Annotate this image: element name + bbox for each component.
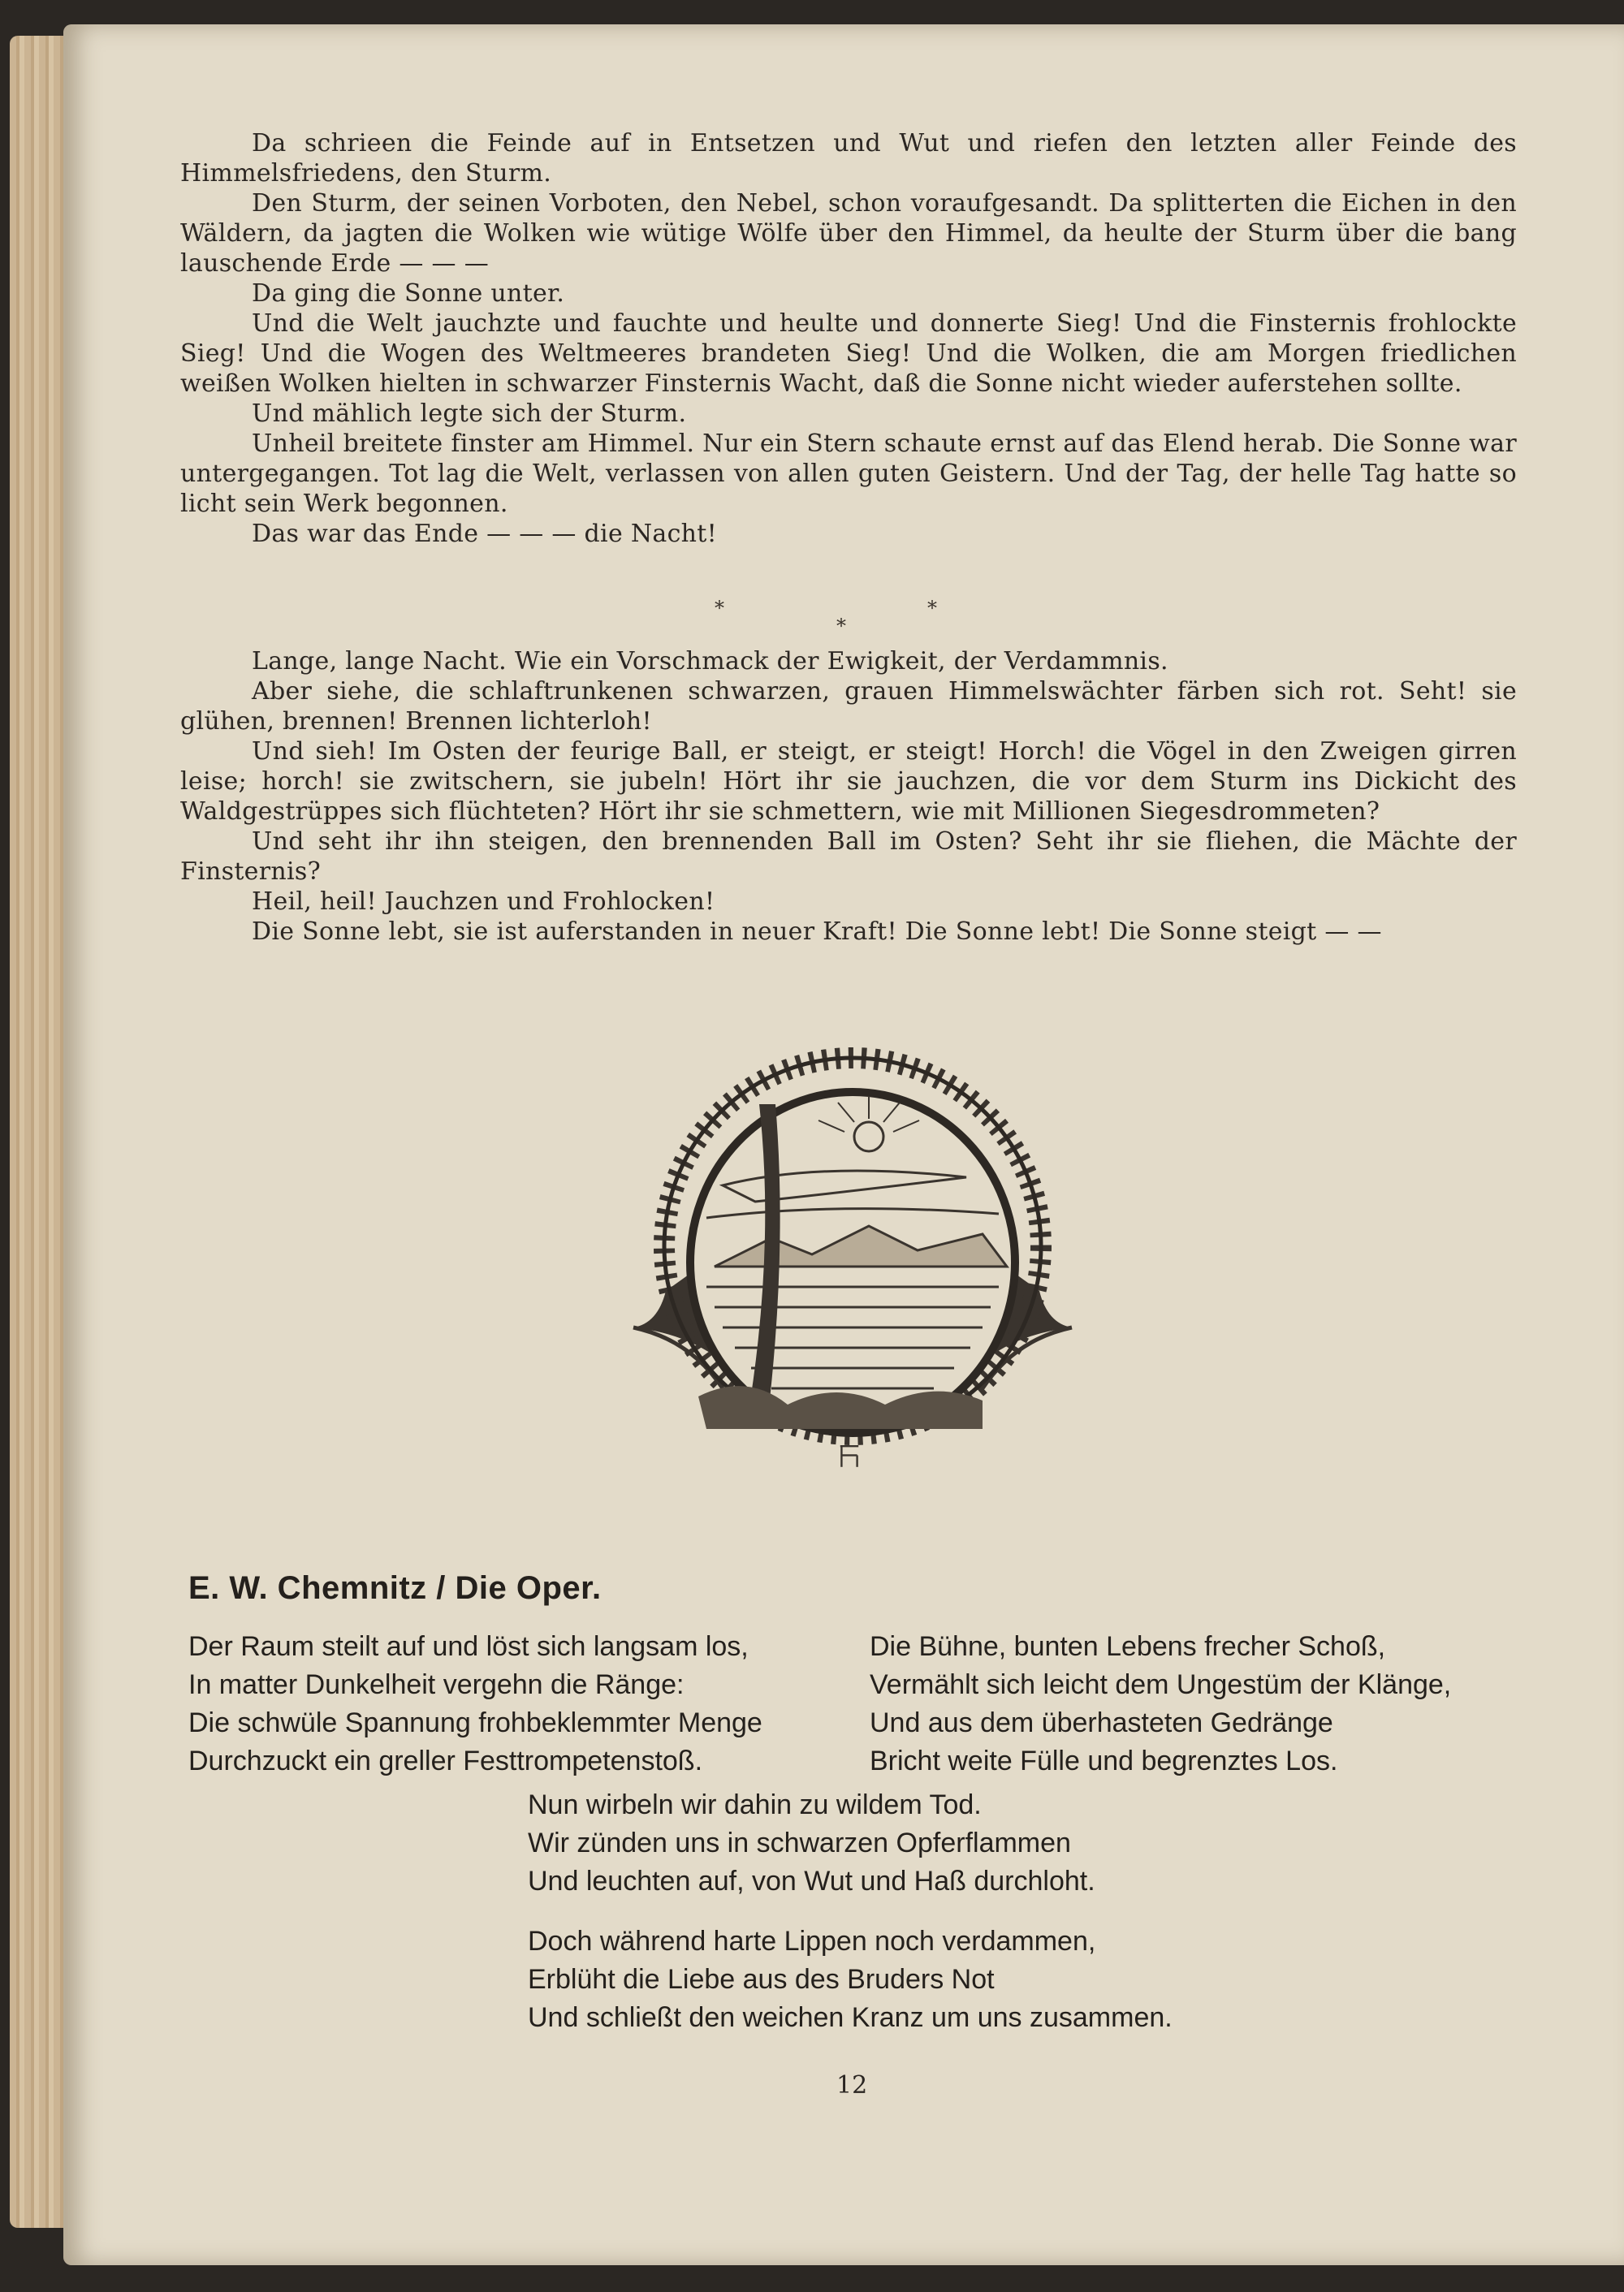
separator-star-1: *: [715, 597, 724, 619]
poem-line: Nun wirbeln wir dahin zu wildem Tod.: [528, 1789, 982, 1820]
prose-paragraph: Das war das Ende — — — die Nacht!: [252, 520, 718, 548]
poem-line: Die Bühne, bunten Lebens frecher Schoß,: [870, 1631, 1386, 1662]
separator-star-3: *: [927, 597, 937, 619]
poem-line: Vermählt sich leicht dem Ungestüm der Klänge,: [870, 1669, 1452, 1700]
prose-paragraph: Die Sonne lebt, sie ist auferstanden in neuer Kraft! Die Sonne lebt! Die Sonne steigt — —: [252, 917, 1382, 946]
poem-line: Bricht weite Fülle und begrenztes Los.: [870, 1746, 1338, 1776]
prose-paragraph: Lange, lange Nacht. Wie ein Vorschmack der Ewigkeit, der Verdammnis.: [252, 647, 1168, 676]
poem-line: Wir zünden uns in schwarzen Opferflammen: [528, 1828, 1071, 1858]
fh-monogram-icon: [836, 1444, 862, 1470]
poem-line: Erblüht die Liebe aus des Bruders Not: [528, 1964, 995, 1995]
poem-line: Durchzuckt ein greller Festtrompetenstoß.: [188, 1746, 703, 1776]
prose-paragraph: Und sieh! Im Osten der feurige Ball, er steigt, er steigt! Horch! die Vögel in den Zweigen girren leise; horch! sie zwitschern, sie jubeln! Hört ihr sie jauchzen, die vor dem Sturm ins Dickicht des Waldgestrüppes sich flüchteten? Hört ihr sie schmettern, wie mit Millionen Siegesdrommeten?: [180, 737, 1517, 826]
poem-line: Die schwüle Spannung frohbeklemmter Menge: [188, 1707, 762, 1738]
prose-section-after-separator: [180, 646, 1517, 947]
prose-section-before-separator: [180, 128, 1517, 549]
poem-line: Und aus dem überhasteten Gedränge: [870, 1707, 1333, 1738]
poem-right-column: [870, 1628, 1451, 1781]
prose-paragraph: Aber siehe, die schlaftrunkenen schwarzen, grauen Himmelswächter färben sich rot. Seht! sie glühen, brennen! Brennen lichterloh!: [180, 677, 1517, 736]
prose-paragraph: Unheil breitete finster am Himmel. Nur ein Stern schaute ernst auf das Elend herab. Die Sonne war untergegangen. Tot lag die Welt, verlassen von allen guten Geistern. Und der Tag, der helle Tag hatte so licht sein Werk begonnen.: [180, 429, 1517, 518]
poem-left-column: [188, 1628, 762, 1781]
poem-line: Und schließt den weichen Kranz um uns zusammen.: [528, 2002, 1173, 2033]
poem-line: Der Raum steilt auf und löst sich langsam los,: [188, 1631, 749, 1662]
poem-heading: E. W. Chemnitz / Die Oper.: [188, 1570, 602, 1606]
section-separator: [698, 597, 958, 645]
page-number: 12: [836, 2071, 868, 2100]
prose-paragraph: Und seht ihr ihn steigen, den brennenden Ball im Osten? Seht ihr sie fliehen, die Mächte der Finsternis?: [180, 827, 1517, 886]
prose-paragraph: Den Sturm, der seinen Vorboten, den Nebel, schon voraufgesandt. Da splitterten die Eichen in den Wäldern, da jagten die Wolken wie wütige Wölfe über den Himmel, da heulte der Sturm über die bang lauschende Erde — — —: [180, 189, 1517, 278]
poem-center-stanza-1: [528, 1786, 1095, 1901]
poem-center-stanza-2: [528, 1923, 1173, 2037]
prose-paragraph: Da schrieen die Feinde auf in Entsetzen und Wut und riefen den letzten aller Feinde des Himmelsfriedens, den Sturm.: [180, 129, 1517, 188]
prose-paragraph: Da ging die Sonne unter.: [252, 279, 565, 308]
poem-line: Doch während harte Lippen noch verdammen,: [528, 1926, 1096, 1957]
sunrise-wreath-vignette-icon: [625, 1047, 1080, 1470]
prose-paragraph: Und die Welt jauchzte und fauchte und heulte und donnerte Sieg! Und die Finsternis frohlockte Sieg! Und die Wogen des Weltmeeres brandeten Sieg! Und die Wolken, die am Morgen friedlichen weißen Wolken hielten in schwarzer Finsternis Wacht, daß die Sonne nicht wieder auferstehen sollte.: [180, 309, 1517, 398]
poem-line: Und leuchten auf, von Wut und Haß durchloht.: [528, 1866, 1095, 1897]
separator-star-2: *: [836, 615, 846, 637]
poem-line: In matter Dunkelheit vergehn die Ränge:: [188, 1669, 685, 1700]
prose-paragraph: Heil, heil! Jauchzen und Frohlocken!: [252, 887, 715, 916]
prose-paragraph: Und mählich legte sich der Sturm.: [252, 399, 687, 428]
